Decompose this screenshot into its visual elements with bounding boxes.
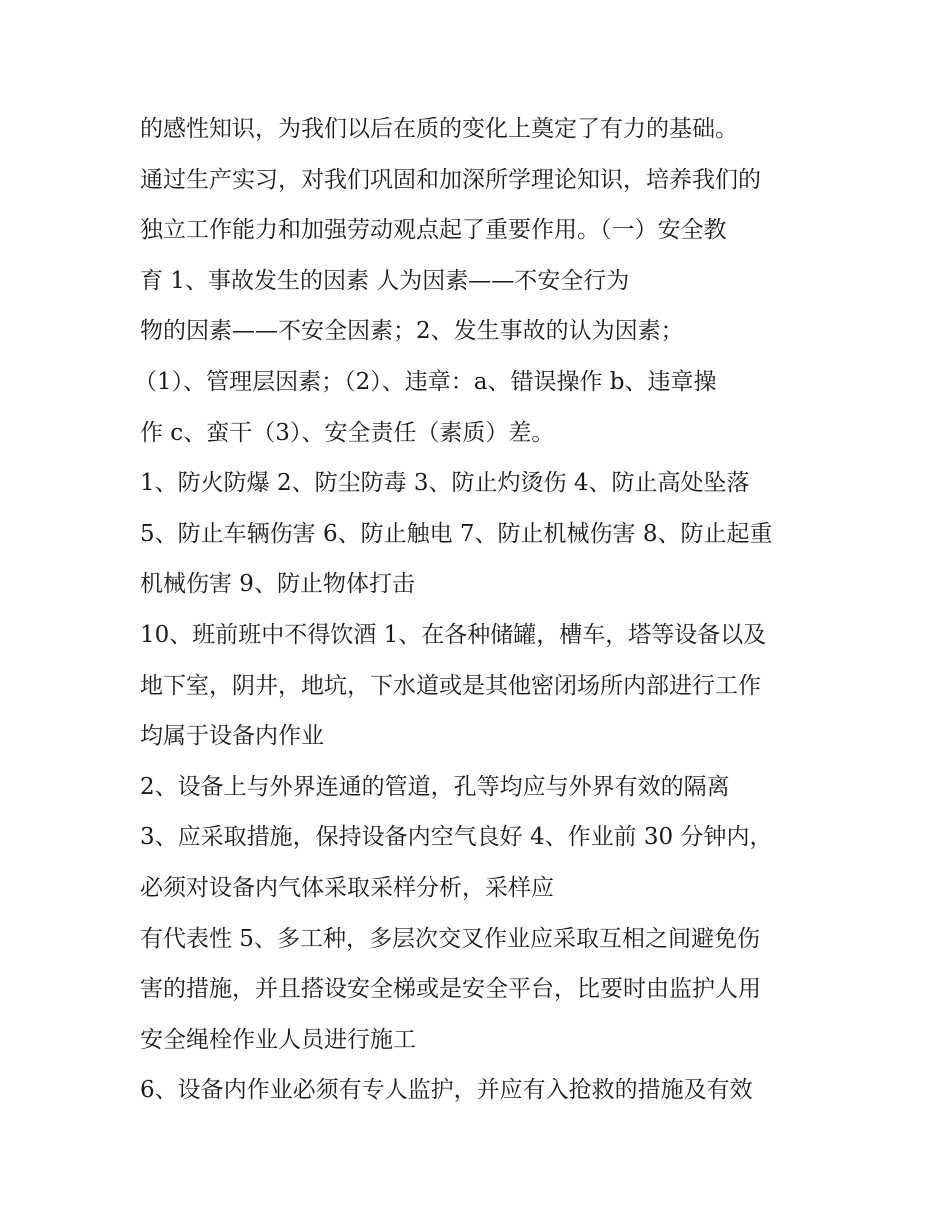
text-line: 2、设备上与外界连通的管道，孔等均应与外界有效的隔离 <box>140 773 730 800</box>
text-line: 通过生产实习，对我们巩固和加深所学理论知识，培养我们的 <box>140 166 761 193</box>
text-line: 育 1、事故发生的因素 人为因素——不安全行为 <box>140 267 630 294</box>
text-line: 10、班前班中不得饮酒 1、在各种储罐，槽车，塔等设备以及 <box>140 621 767 648</box>
text-line: 均属于设备内作业 <box>140 723 324 750</box>
text-line: （1）、管理层因素；（2）、违章：a、错误操作 b、违章操 <box>134 368 717 395</box>
text-line: 安全绳栓作业人员进行施工 <box>140 1026 416 1053</box>
text-line: 有代表性 5、多工种，多层次交叉作业应采取互相之间避免伤 <box>140 925 760 952</box>
text-line: 1、防火防爆 2、防尘防毒 3、防止灼烫伤 4、防止高处坠落 <box>140 470 750 497</box>
text-line: 独立工作能力和加强劳动观点起了重要作用。（一）安全教 <box>140 217 727 244</box>
text-line: 作 c、蛮干（3）、安全责任（素质）差。 <box>140 419 555 446</box>
text-line: 必须对设备内气体采取采样分析，采样应 <box>140 874 554 901</box>
text-line: 物的因素——不安全因素；2、发生事故的认为因素； <box>140 318 684 345</box>
text-line: 6、设备内作业必须有专人监护，并应有入抢救的措施及有效 <box>140 1077 753 1104</box>
text-line: 机械伤害 9、防止物体打击 <box>140 571 415 598</box>
body-text <box>134 104 840 1116</box>
text-line: 害的措施，并且搭设安全梯或是安全平台，比要时由监护人用 <box>140 976 761 1003</box>
text-line: 的感性知识，为我们以后在质的变化上奠定了有力的基础。 <box>140 116 738 142</box>
text-line: 5、防止车辆伤害 6、防止触电 7、防止机械伤害 8、防止起重 <box>140 520 773 547</box>
text-line: 地下室，阴井，地坑，下水道或是其他密闭场所内部进行工作 <box>140 672 761 699</box>
text-line: 3、应采取措施，保持设备内空气良好 4、作业前 30 分钟内， <box>140 824 773 851</box>
